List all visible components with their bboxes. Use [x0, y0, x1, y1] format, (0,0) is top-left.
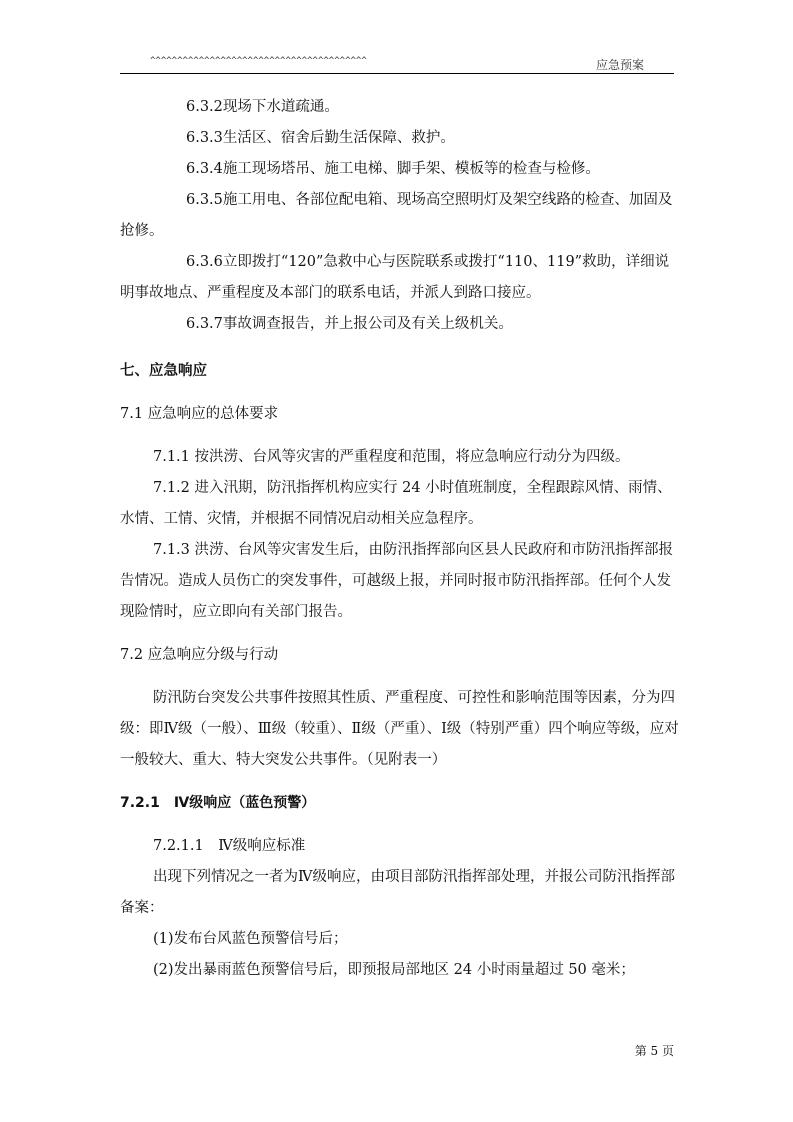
- spacer: [120, 776, 680, 788]
- list-item: (1)发布台风蓝色预警信号后；: [153, 931, 348, 947]
- paragraph-7-2: 防汛防台突发公共事件按照其性质、严重程度、可控性和影响范围等因素，分为四级：即Ⅳ级（一般）、Ⅲ级（较重）、Ⅱ级（严重）、Ⅰ级（特别严重）四个响应等级，应对一般较大、重大、特大突发公共事件。（见附表一）: [120, 690, 679, 768]
- item-text: 事故调查报告，并上报公司及有关上级机关。: [222, 316, 513, 332]
- section-7-2-1-1-heading: 7.2.1.1 Ⅳ级响应标准: [153, 838, 306, 854]
- item-6-3-3: [120, 123, 680, 154]
- header-title: 应急预案: [595, 58, 644, 72]
- item-6-3-6: [120, 247, 680, 309]
- item-text: 施工现场塔吊、施工电梯、脚手架、模板等的检查与检修。: [222, 161, 600, 177]
- item-text: 生活区、宿舍后勤生活保障、救护。: [222, 130, 455, 146]
- header-ornament: ^^^^^^^^^^^^^^^^^^^^^^^^^^^^^^^^^^^^^^^^: [150, 56, 367, 66]
- item-6-3-4: [120, 154, 680, 185]
- paragraph-7-1-1: 7.1.1 按洪涝、台风等灾害的严重程度和范围，将应急响应行动分为四级。: [153, 449, 630, 465]
- page-header: [120, 53, 674, 73]
- spacer: [120, 671, 680, 683]
- item-6-3-5: [120, 185, 680, 247]
- item-6-3-2: [120, 92, 680, 123]
- section-7-heading: 七、应急响应: [120, 363, 207, 379]
- spacer: [120, 819, 680, 831]
- header-divider: [120, 73, 674, 74]
- paragraph-7-1-3: 7.1.3 洪涝、台风等灾害发生后，由防汛指挥部向区县人民政府和市防汛指挥部报告情况。造成人员伤亡的突发事件，可越级上报，并同时报市防汛指挥部。任何个人发现险情时，应立即向有关部门报告。: [120, 542, 674, 620]
- section-7-1-heading: 7.1 应急响应的总体要求: [120, 406, 279, 422]
- item-number: 6.3.3: [186, 130, 223, 146]
- list-item: (2)发出暴雨蓝色预警信号后，即预报局部地区 24 小时雨量超过 50 毫米；: [153, 962, 635, 978]
- item-text: 立即拨打“120”急救中心与医院联系或拨打“110、119”救助，详细说明事故地点、严重程度及本部门的联系电话，并派人到路口接应。: [120, 254, 670, 301]
- spacer: [120, 387, 680, 399]
- item-number: 6.3.2: [186, 99, 223, 115]
- item-number: 6.3.4: [186, 161, 223, 177]
- item-text: 施工用电、各部位配电箱、现场高空照明灯及架空线路的检查、加固及抢修。: [120, 192, 673, 239]
- item-number: 6.3.6: [186, 254, 223, 270]
- page-number: 第 5 页: [634, 1044, 674, 1058]
- spacer: [120, 430, 680, 442]
- spacer: [120, 340, 680, 356]
- item-number: 6.3.7: [186, 316, 223, 332]
- item-number: 6.3.5: [186, 192, 223, 208]
- spacer: [120, 628, 680, 640]
- section-7-2-1-heading: 7.2.1 Ⅳ级响应（蓝色预警）: [120, 795, 316, 811]
- paragraph-7-1-2: 7.1.2 进入汛期，防汛指挥机构应实行 24 小时值班制度，全程跟踪风情、雨情、水情、工情、灾情，并根据不同情况启动相关应急程序。: [120, 480, 672, 527]
- document-body: [120, 92, 680, 986]
- section-7-2-heading: 7.2 应急响应分级与行动: [120, 647, 279, 663]
- item-6-3-7: [120, 309, 680, 340]
- item-text: 现场下水道疏通。: [222, 99, 339, 115]
- paragraph-7-2-1-1: 出现下列情况之一者为Ⅳ级响应，由项目部防汛指挥部处理，并报公司防汛指挥部备案：: [120, 869, 675, 916]
